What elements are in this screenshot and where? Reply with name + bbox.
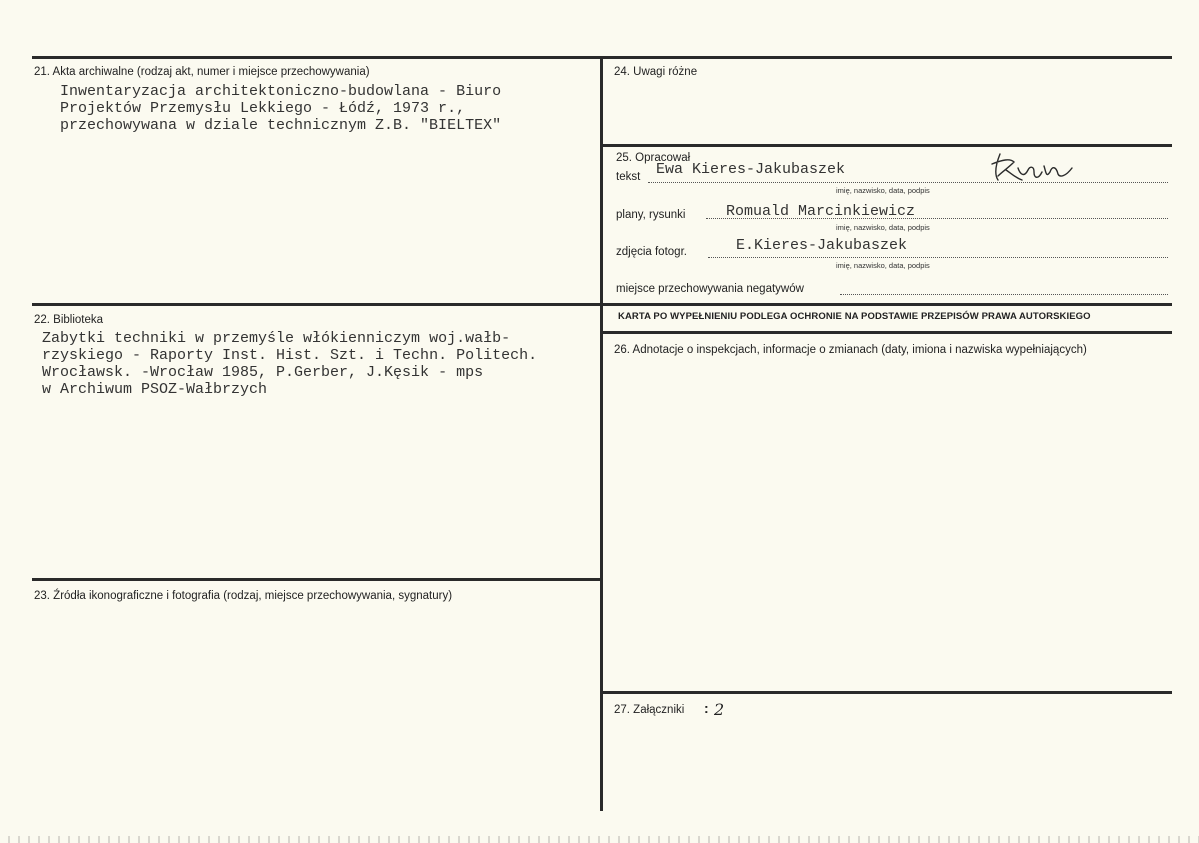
negatywy-dotted-line <box>840 294 1168 295</box>
plany-label: plany, rysunki <box>616 209 686 221</box>
section-27-colon: : <box>704 700 709 716</box>
section-25-label: 25. Opracował <box>616 152 691 164</box>
section-26-label: 26. Adnotacje o inspekcjach, informacje o zmianach (daty, imiona i nazwiska wypełniających) <box>614 344 1087 356</box>
section-23-label: 23. Źródła ikonograficzne i fotografia (rodzaj, miejsce przechowywania, sygnatury) <box>34 590 453 602</box>
plany-dotted-line <box>706 218 1168 219</box>
zdjecia-dotted-line <box>708 257 1168 258</box>
tekst-hint: imię, nazwisko, data, podpis <box>836 186 930 195</box>
rule-21-22 <box>32 303 602 306</box>
section-27-label: 27. Załączniki <box>614 704 685 716</box>
section-22-line-1: Zabytki techniki w przemyśle włókienniczym woj.wałb- <box>42 330 511 347</box>
rule-24-25 <box>600 144 1172 147</box>
section-24-label: 24. Uwagi różne <box>614 66 698 78</box>
card-bottom-edge <box>0 836 1199 843</box>
negatywy-label: miejsce przechowywania negatywów <box>616 283 804 295</box>
rule-25-notice <box>600 303 1172 306</box>
section-21-line-1: Inwentaryzacja architektoniczno-budowlana - Biuro <box>60 83 502 100</box>
tekst-value: Ewa Kieres-Jakubaszek <box>656 161 846 178</box>
rule-26-27 <box>600 691 1172 694</box>
rule-25-26 <box>600 331 1172 334</box>
plany-value: Romuald Marcinkiewicz <box>726 203 916 220</box>
zdjecia-hint: imię, nazwisko, data, podpis <box>836 261 930 270</box>
section-22-line-2: rzyskiego - Raporty Inst. Hist. Szt. i Techn. Politech. <box>42 347 538 364</box>
tekst-label: tekst <box>616 171 641 183</box>
section-22-label: 22. Biblioteka <box>34 314 104 326</box>
zdjecia-value: E.Kieres-Jakubaszek <box>736 237 908 254</box>
section-27-value: 2 <box>714 700 725 719</box>
tekst-dotted-line <box>648 182 1168 183</box>
center-divider <box>600 56 603 811</box>
section-22-line-3: Wrocławsk. -Wrocław 1985, P.Gerber, J.Kęsik - mps <box>42 364 484 381</box>
rule-22-23 <box>32 578 602 581</box>
signature-drawing <box>988 150 1083 186</box>
copyright-notice: KARTA PO WYPEŁNIENIU PODLEGA OCHRONIE NA PODSTAWIE PRZEPISÓW PRAWA AUTORSKIEGO <box>618 311 1091 322</box>
plany-hint: imię, nazwisko, data, podpis <box>836 223 930 232</box>
section-21-label: 21. Akta archiwalne (rodzaj akt, numer i miejsce przechowywania) <box>34 66 370 78</box>
section-21-line-2: Projektów Przemysłu Lekkiego - Łódź, 1973 r., <box>60 100 466 117</box>
section-22-line-4: w Archiwum PSOZ-Wałbrzych <box>42 381 268 398</box>
zdjecia-label: zdjęcia fotogr. <box>616 246 687 258</box>
section-21-line-3: przechowywana w dziale technicznym Z.B. "BIELTEX" <box>60 117 502 134</box>
